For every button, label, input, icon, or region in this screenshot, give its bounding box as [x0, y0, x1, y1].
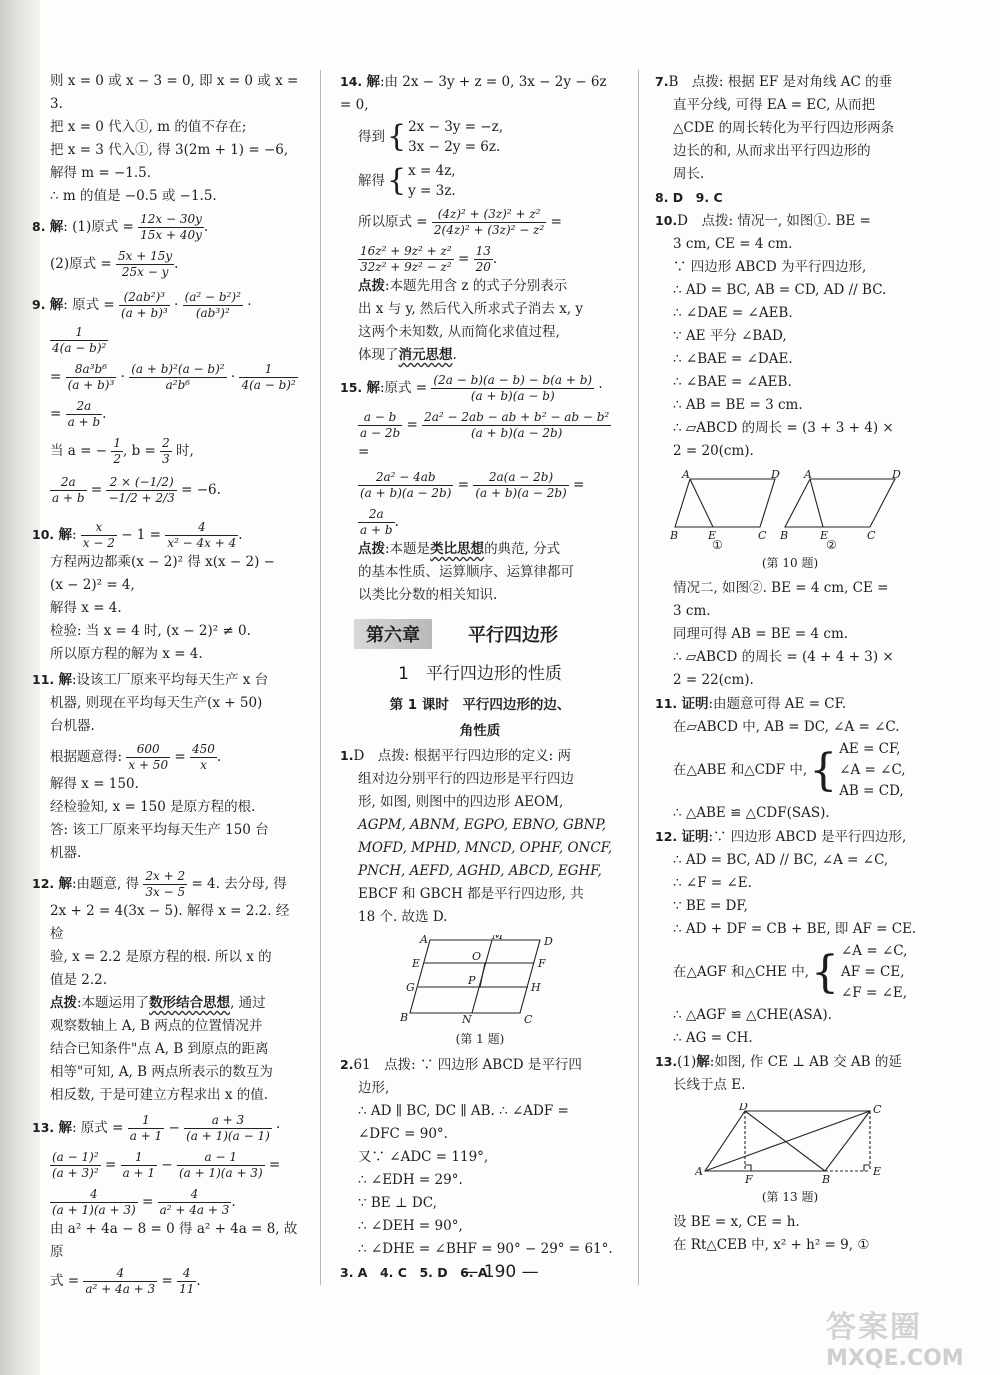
answer-8-part2: (2)原式 = $\frac{5x + 15y}{25x - y}$ . — [50, 249, 179, 279]
point-label-E: E — [412, 957, 421, 970]
text-line: MOFD, MPHD, MNCD, OPHF, ONCF, — [358, 840, 613, 856]
answer-11: 11. 证明:由题意可得 AE = CF. — [655, 696, 847, 712]
text-line: 这两个未知数, 从而简化求值过程, — [358, 324, 560, 340]
text-line: ∴ m 的值是 −0.5 或 −1.5. — [50, 188, 217, 204]
answer-15: 15. 解:原式 = $\frac{(2a - b)(a - b) - b(a + b)}{(a + b)(a - b)}$ · — [340, 373, 603, 403]
text-line: ∴ ∠DEH = 90°, — [358, 1218, 463, 1234]
text-line: (x − 2)² = 4, — [50, 577, 135, 593]
text-line: ∴ ∠DHE = ∠BHF = 90° − 29° = 61°. — [358, 1241, 613, 1257]
text-line: 解得 m = −1.5. — [50, 165, 152, 181]
point-label-N: N — [462, 1013, 472, 1025]
text-line: ∵ AE 平分 ∠BAD, — [673, 328, 787, 344]
figure-caption: (第 13 题) — [761, 1190, 819, 1204]
answer-15-line4: $\frac{2a}{a + b}$ . — [360, 507, 399, 537]
figure-1 — [340, 935, 620, 1049]
column-divider — [638, 70, 639, 1285]
text-line: 设 BE = x, CE = h. — [673, 1214, 800, 1230]
text-line: ∵ BE ⊥ DC, — [358, 1195, 437, 1211]
watermark — [826, 1302, 996, 1372]
svg-text:E: E — [708, 529, 717, 542]
fraction: $\frac{12x - 30y}{15x + 40y}$ — [140, 212, 202, 242]
text-line: 2x + 2 = 4(3x − 5). 解得 x = 2.2. 经检 — [50, 903, 290, 942]
text-line: ∴ △AGF ≌ △CHE(ASA). — [673, 1007, 832, 1023]
answer-9-line5: 当 a = − $\frac{1}{2}$ , b = $\frac{2}{3}$ 时, — [50, 436, 194, 466]
watermark-logo: 答案圈 — [826, 1310, 922, 1345]
text-line: ∴ ∠F = ∠E. — [673, 875, 752, 891]
svg-text:B: B — [822, 1173, 831, 1183]
lesson-title: 角性质 — [459, 723, 501, 739]
svg-text:A: A — [804, 469, 812, 481]
svg-text:E: E — [873, 1165, 882, 1178]
text-line: 相反数, 于是可建立方程求出 x 的值. — [50, 1087, 269, 1103]
answer-11-system: 在△ABE 和△CDF 中, { AE = CF, ∠A = ∠C, AB = CD, — [673, 741, 906, 799]
text-line: 经检验知, x = 150 是原方程的根. — [50, 799, 256, 815]
text-line: 3 cm, CE = 4 cm. — [673, 236, 793, 252]
answer-13: 13. 解: 原式 = $\frac{1}{a + 1}$ − $\frac{a + 3}{(a + 1)(a - 1)}$ · — [32, 1113, 281, 1143]
answers-8-9: 8. D 9. C — [655, 190, 723, 205]
text-line: 答: 该工厂原来平均每天生产 150 台 — [50, 822, 269, 838]
text-line: 把 x = 0 代入①, m 的值不存在; — [50, 119, 247, 135]
text-line: 3 cm. — [673, 603, 711, 619]
text-line: ∴ AG = CH. — [673, 1030, 753, 1046]
section-title: 1 平行四边形的性质 — [398, 664, 562, 684]
answer-14-eq: 所以原式 = $\frac{\text{(4z)² + (3z)² + z²}}{\text{2(4z)² + (3z)² − z²}}$ = — [358, 207, 562, 237]
text-line: ∴ ∠BAE = ∠AEB. — [673, 374, 792, 390]
text-line: 形, 如图, 则图中的四边形 AEOM, — [358, 794, 564, 810]
column-middle — [340, 70, 620, 1284]
lesson-title: 第 1 课时 平行四边形的边、 — [389, 697, 571, 713]
text-line: ∴ △ABE ≌ △CDF(SAS). — [673, 805, 830, 821]
text-line: 则 x = 0 或 x − 3 = 0, 即 x = 0 或 x = 3. — [50, 73, 299, 112]
point-label-P: P — [468, 974, 476, 987]
text-line: 在 Rt△CEB 中, x² + h² = 9, ① — [673, 1237, 870, 1253]
text-line: ∴ AD = BC, AB = CD, AD // BC. — [673, 282, 887, 298]
tip-line: 体现了消元思想. — [358, 347, 457, 363]
text-line: ∴ ▱ABCD 的周长 = (4 + 4 + 3) × — [673, 649, 894, 665]
answer-10: 10.D 点拨: 情况一, 如图①. BE = — [655, 213, 871, 229]
svg-text:F: F — [745, 1173, 753, 1183]
text-line: 直平分线, 可得 EA = EC, 从而把 — [673, 97, 876, 113]
text-line: ∴ ▱ABCD 的周长 = (3 + 3 + 4) × — [673, 420, 894, 436]
answer-15-line2: $\frac{a - b}{a - 2b}$ = $\frac{\text{2a² − 2ab − ab + b² − ab − b²}}{(a + b)(a - 2b)}$ = — [358, 410, 610, 460]
text-line: 又∵ ∠ADC = 119°, — [358, 1149, 489, 1165]
text-line: 在▱ABCD 中, AB = DC, ∠A = ∠C. — [673, 719, 900, 735]
answer-7: 7.B 点拨: 根据 EF 是对角线 AC 的垂 — [655, 74, 893, 90]
text-line: 值是 2.2. — [50, 972, 108, 988]
text-line: 结合已知条件"点 A, B 到原点的距离 — [50, 1041, 269, 1057]
svg-text:D: D — [892, 469, 901, 481]
svg-text:A: A — [695, 1165, 703, 1178]
text-line: 出 x 与 y, 然后代入所求式子消去 x, y — [358, 301, 584, 317]
text-line: 观察数轴上 A, B 两点的位置情况并 — [50, 1018, 263, 1034]
point-label-H: H — [531, 981, 541, 994]
answer-14-system2: 解得 { x = 4z, y = 3z. — [358, 163, 456, 199]
text-line: ∴ AB = BE = 3 cm. — [673, 397, 803, 413]
text-line: 由 a² + 4a − 8 = 0 得 a² + 4a = 8, 故原 — [50, 1221, 298, 1260]
chapter-title: 平行四边形 — [468, 625, 558, 646]
answer-13-line5: 式 = $\frac{4}{\text{a² + 4a + 3}}$ = $\frac{4}{11}$ . — [50, 1266, 201, 1296]
answer-12-system: 在△AGF 和△CHE 中, { ∠A = ∠C, AF = CE, ∠F = ∠E, — [673, 943, 908, 1001]
text-line: PNCH, AEFD, AGHD, ABCD, EGHF, — [358, 863, 602, 879]
chapter-heading — [340, 615, 620, 653]
svg-text:D: D — [771, 469, 780, 481]
point-label-B: B — [400, 1011, 409, 1024]
column-divider — [320, 70, 321, 1285]
answer-15-line3: $\frac{\text{2a² − 4ab}}{(a + b)(a - 2b)}$ = $\frac{2a(a - 2b)}{(a + b)(a - 2b)}$ = — [360, 470, 585, 500]
text-line: 2 = 20(cm). — [673, 443, 754, 459]
answer-13-line2: $\frac{\text{(a − 1)²}}{\text{(a + 3)²}}$ = $\frac{1}{a + 1}$ − $\frac{a - 1}{(a + 1)(a + 3)}$ = — [52, 1150, 281, 1180]
text-line: AGPM, ABNM, EGPO, EBNO, GBNP, — [358, 817, 607, 833]
answer-10: 10. 解: $\frac{x}{x - 2}$ − 1 = $\frac{4}{\text{x² − 4x + 4}}$ . — [32, 520, 243, 550]
text-line: ∴ ∠DAE = ∠AEB. — [673, 305, 793, 321]
text-line: 同理可得 AB = BE = 4 cm. — [673, 626, 849, 642]
answer-11: 11. 解:设该工厂原来平均每天生产 x 台 — [32, 672, 269, 688]
brace-icon: { — [809, 744, 838, 796]
case-1-marker: ① — [712, 538, 723, 549]
text-line: 解得 x = 150. — [50, 776, 139, 792]
svg-text:D: D — [739, 1103, 748, 1113]
text-line: EBCF 和 GBCH 都是平行四边形, 共 — [358, 886, 584, 902]
parallelogram-perpendicular-diagram — [695, 1103, 885, 1183]
brace-icon: { — [387, 163, 407, 198]
text-line: 检验: 当 x = 4 时, (x − 2)² ≠ 0. — [50, 623, 251, 639]
text-line: 组对边分别平行的四边形是平行四边 — [358, 771, 574, 787]
text-line: ∴ ∠BAE = ∠DAE. — [673, 351, 793, 367]
text-line: 相等"可知, A, B 两点所表示的数互为 — [50, 1064, 273, 1080]
text-line: 解得 x = 4. — [50, 600, 122, 616]
text-line: 情况二, 如图②. BE = 4 cm, CE = — [673, 580, 889, 596]
answer-9-line2: $\frac{1}{\text{4(a − b)²}}$ — [52, 325, 107, 355]
answer-14-system1: 得到 { 2x − 3y = −z, 3x − 2y = 6z. — [358, 119, 504, 155]
text-line: △CDE 的周长转化为平行四边形两条 — [673, 120, 895, 136]
text-line: ∵ 四边形 ABCD 为平行四边形, — [673, 259, 867, 275]
point-label-O: O — [472, 950, 482, 963]
parallelogram-grid-diagram — [400, 935, 560, 1025]
svg-text:B: B — [670, 529, 679, 542]
case-2-marker: ② — [826, 538, 837, 549]
text-line: 18 个. 故选 D. — [358, 909, 448, 925]
svg-text:C: C — [873, 1103, 882, 1116]
text-line: 台机器. — [50, 718, 95, 734]
point-label-M: M — [492, 935, 504, 942]
text-line: 验, x = 2.2 是原方程的根. 所以 x 的 — [50, 949, 272, 965]
answer-9-line3: = $\frac{\text{8a³b⁶}}{\text{(a + b)³}}$ · $\frac{\text{(a + b)²(a − b)²}}{\text{a²b⁶}}$ · $\frac{1}{\text{4(a − b)²}}$ — [50, 362, 296, 392]
svg-text:E: E — [820, 529, 829, 542]
answer-8: 8. 解: (1)原式 = $\frac{12x - 30y}{15x + 40y}$ . — [32, 212, 209, 242]
answer-1: 1.D 点拨: 根据平行四边形的定义: 两 — [340, 748, 571, 764]
watermark-url: MXQE.COM — [826, 1346, 964, 1371]
page-number: — 190 — — [461, 1262, 539, 1282]
text-line: 以类比分数的相关知识. — [358, 587, 498, 603]
column-right — [655, 70, 925, 1257]
answer-2: 2.61 点拨: ∵ 四边形 ABCD 是平行四 — [340, 1057, 582, 1073]
text-line: 机器. — [50, 845, 82, 861]
text-line: 方程两边都乘(x − 2)² 得 x(x − 2) − — [50, 554, 275, 570]
column-left — [32, 70, 302, 1297]
text-line: 把 x = 3 代入①, 得 3(2m + 1) = −6, — [50, 142, 289, 158]
text-line: 2 = 22(cm). — [673, 672, 754, 688]
text-line: ∵ BE = DF, — [673, 898, 748, 914]
text-line: ∴ AD = BC, AD // BC, ∠A = ∠C, — [673, 852, 889, 868]
brace-icon: { — [387, 119, 407, 154]
fraction: $\frac{5x + 15y}{25x - y}$ — [118, 249, 173, 279]
svg-text:C: C — [867, 529, 876, 542]
text-line: ∴ AD ∥ BC, DC ∥ AB. ∴ ∠ADF = — [358, 1103, 569, 1119]
answer-9-line6: $\frac{2a}{a + b}$ = $\frac{2 \times (-1/2)}{-1/2 + 2/3}$ = −6. — [52, 475, 221, 505]
parallelogram-cases-diagram — [670, 469, 910, 549]
point-label-A: A — [420, 935, 428, 946]
text-line: 的基本性质、运算顺序、运算律都可 — [358, 564, 574, 580]
figure-caption: (第 10 题) — [761, 556, 819, 570]
figure-10 — [655, 469, 925, 573]
tip-line: 点拨:本题运用了数形结合思想, 通过 — [50, 995, 266, 1011]
point-label-G: G — [406, 981, 415, 994]
tip-line: 点拨:本题先用含 z 的式子分别表示 — [358, 278, 568, 294]
answer-14-eq2: $\frac{\text{16z² + 9z² + z²}}{\text{32z² + 9z² − z²}}$ = $\frac{13}{20}$ . — [360, 244, 498, 274]
answers-3-6: 3. A 4. C 5. D 6. A — [340, 1265, 488, 1280]
point-label-F: F — [538, 957, 546, 970]
answer-12: 12. 解:由题意, 得 $\frac{2x + 2}{3x - 5}$ = 4. 去分母, 得 — [32, 869, 287, 899]
text-line: 所以原方程的解为 x = 4. — [50, 646, 203, 662]
text-line: ∴ ∠EDH = 29°. — [358, 1172, 463, 1188]
answer-11-eq: 根据题意得: $\frac{600}{x + 50}$ = $\frac{450}{x}$ . — [50, 742, 222, 772]
tip-line: 点拨:本题是类比思想的典范, 分式 — [358, 541, 561, 557]
text-line: 长线于点 E. — [673, 1077, 746, 1093]
point-label-D: D — [544, 935, 553, 948]
figure-caption: (第 1 题) — [455, 1032, 505, 1046]
answer-9-line4: = $\frac{2a}{a + b}$ . — [50, 399, 107, 429]
answer-12: 12. 证明:∵ 四边形 ABCD 是平行四边形, — [655, 829, 907, 845]
chapter-tag: 第六章 — [354, 619, 432, 649]
text-line: 周长. — [673, 166, 705, 182]
svg-text:A: A — [682, 469, 690, 481]
point-label-C: C — [524, 1013, 533, 1025]
text-line: 机器, 则现在平均每天生产(x + 50) — [50, 695, 263, 711]
text-line: ∴ AD + DF = CB + BE, 即 AF = CE. — [673, 921, 917, 937]
text-line: ∠DFC = 90°. — [358, 1126, 448, 1142]
svg-text:B: B — [780, 529, 789, 542]
svg-text:C: C — [758, 529, 767, 542]
answer-9: 9. 解: 原式 = $\frac{\text{(2ab²)³}}{\text{(a + b)³}}$ · $\frac{\text{(a² − b²)²}}{\text{(ab³)²}}$ · — [32, 290, 252, 320]
answer-13-line3: $\frac{4}{(a + 1)(a + 3)}$ = $\frac{4}{\text{a² + 4a + 3}}$ . — [52, 1187, 236, 1217]
answer-13: 13.(1)解:如图, 作 CE ⊥ AB 交 AB 的延 — [655, 1054, 902, 1070]
text-line: 边形, — [358, 1080, 390, 1096]
answer-14: 14. 解:由 2x − 3y + z = 0, 3x − 2y − 6z = 0, — [340, 74, 607, 113]
figure-13 — [655, 1103, 925, 1207]
brace-icon: { — [811, 946, 839, 998]
text-line: 边长的和, 从而求出平行四边形的 — [673, 143, 871, 159]
